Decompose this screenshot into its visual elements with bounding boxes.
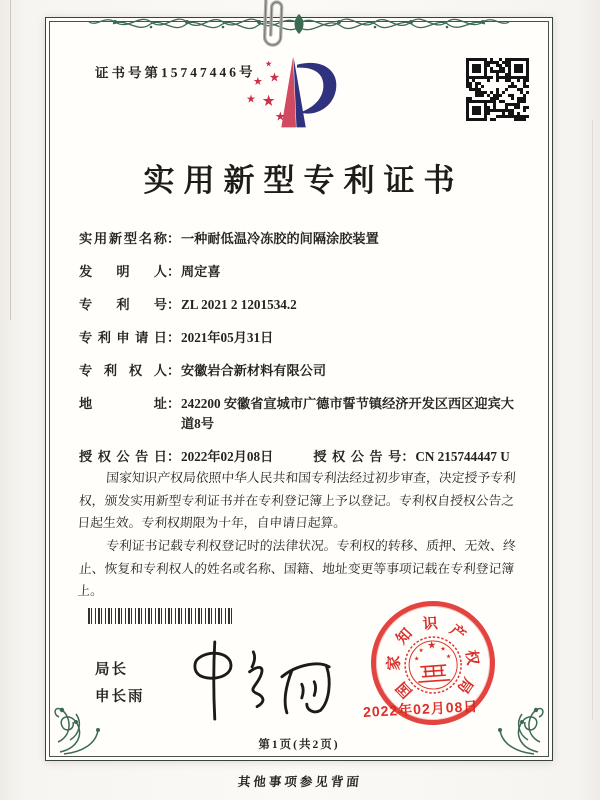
grant-date-value: 2022年02月08日 [181, 449, 274, 464]
field-value: ZL 2021 2 1201534.2 [181, 297, 297, 312]
seal-char: 识 [422, 615, 439, 634]
qr-code-container [466, 58, 529, 121]
field-row-inventor: 发明人 ： 周定喜 [79, 262, 527, 282]
national-emblem-icon [400, 632, 466, 698]
field-row-filing-date: 专利申请日 ： 2021年05月31日 [79, 328, 527, 348]
field-value: 2021年05月31日 [181, 330, 274, 345]
grant-number-value: CN 215744447 U [415, 449, 510, 464]
field-row-address: 地址 ： 242200 安徽省宣城市广德市誓节镇经济开发区西区迎宾大道8号 [79, 394, 527, 434]
field-value: 一种耐低温冷冻胶的间隔涂胶装置 [181, 231, 379, 246]
qr-code [466, 58, 529, 121]
field-row-patent-number: 专利号 ： ZL 2021 2 1201534.2 [79, 295, 527, 315]
field-label: 专利号 [79, 297, 167, 312]
certificate-number: 证书号第15747446号 [94, 64, 256, 81]
field-label: 地址 [79, 396, 167, 411]
top-border-ornament [45, 7, 553, 41]
grant-number-group: 授权公告号 ： CN 215744447 U [313, 447, 510, 467]
grant-date-group: 授权公告日 ： 2022年02月08日 [79, 447, 273, 467]
field-row-name: 实用新型名称 ： 一种耐低温冷冻胶的间隔涂胶装置 [79, 229, 527, 249]
field-label: 授权公告日 [79, 449, 167, 464]
seal-char: 局 [453, 674, 477, 697]
field-value: 安徽岩合新材料有限公司 [181, 363, 327, 378]
certificate-fields [79, 229, 527, 467]
commissioner-signature [177, 637, 352, 729]
photo-paper-edge-right [592, 120, 593, 720]
field-value: 242200 安徽省宣城市广德市誓节镇经济开发区西区迎宾大道8号 [181, 396, 514, 431]
field-row-grant [79, 447, 527, 467]
field-label: 专利权人 [79, 363, 167, 378]
field-label: 实用新型名称 [79, 231, 167, 246]
commissioner-name: 申长雨 [95, 689, 145, 705]
certificate-title: 实用新型专利证书 [143, 163, 464, 198]
seal-char: 权 [462, 648, 482, 667]
barcode [88, 608, 234, 624]
field-value: 周定喜 [181, 264, 221, 279]
commissioner-block [95, 657, 145, 711]
commissioner-title: 局长 [95, 662, 128, 678]
field-label: 授权公告号 [313, 449, 402, 464]
field-label: 专利申请日 [79, 330, 167, 345]
seal-date: 2022年02月08日 [362, 697, 479, 721]
legal-paragraph-1: 国家知识产权局依照中华人民共和国专利法经过初步审查，决定授予专利权，颁发实用新型专利证书并在专利登记簿上予以登记。专利权自授权公告之日起生效。专利权期限为十年，自申请日起算。 [76, 471, 517, 531]
seal-char: 家 [385, 655, 403, 671]
certificate-page [45, 17, 553, 761]
back-note: 其他事项参见背面 [237, 775, 363, 789]
cnipa-logo [245, 55, 345, 141]
legal-text [76, 467, 525, 602]
legal-paragraph-2: 专利证书记载专利权登记时的法律状况。专利权的转移、质押、无效、终止、恢复和专利权人的姓名或名称、国籍、地址变更等事项记载在专利登记簿上。 [76, 538, 517, 598]
page-number: 第1页(共2页) [258, 739, 340, 751]
seal-char: 知 [393, 625, 416, 648]
photo-paper-edge-left [10, 0, 11, 320]
seal-char: 产 [446, 621, 469, 645]
field-label: 发明人 [79, 264, 167, 279]
field-row-patentee: 专利权人 ： 安徽岩合新材料有限公司 [79, 361, 527, 381]
paperclip [251, 0, 295, 58]
seal-char: 国 [393, 678, 416, 701]
